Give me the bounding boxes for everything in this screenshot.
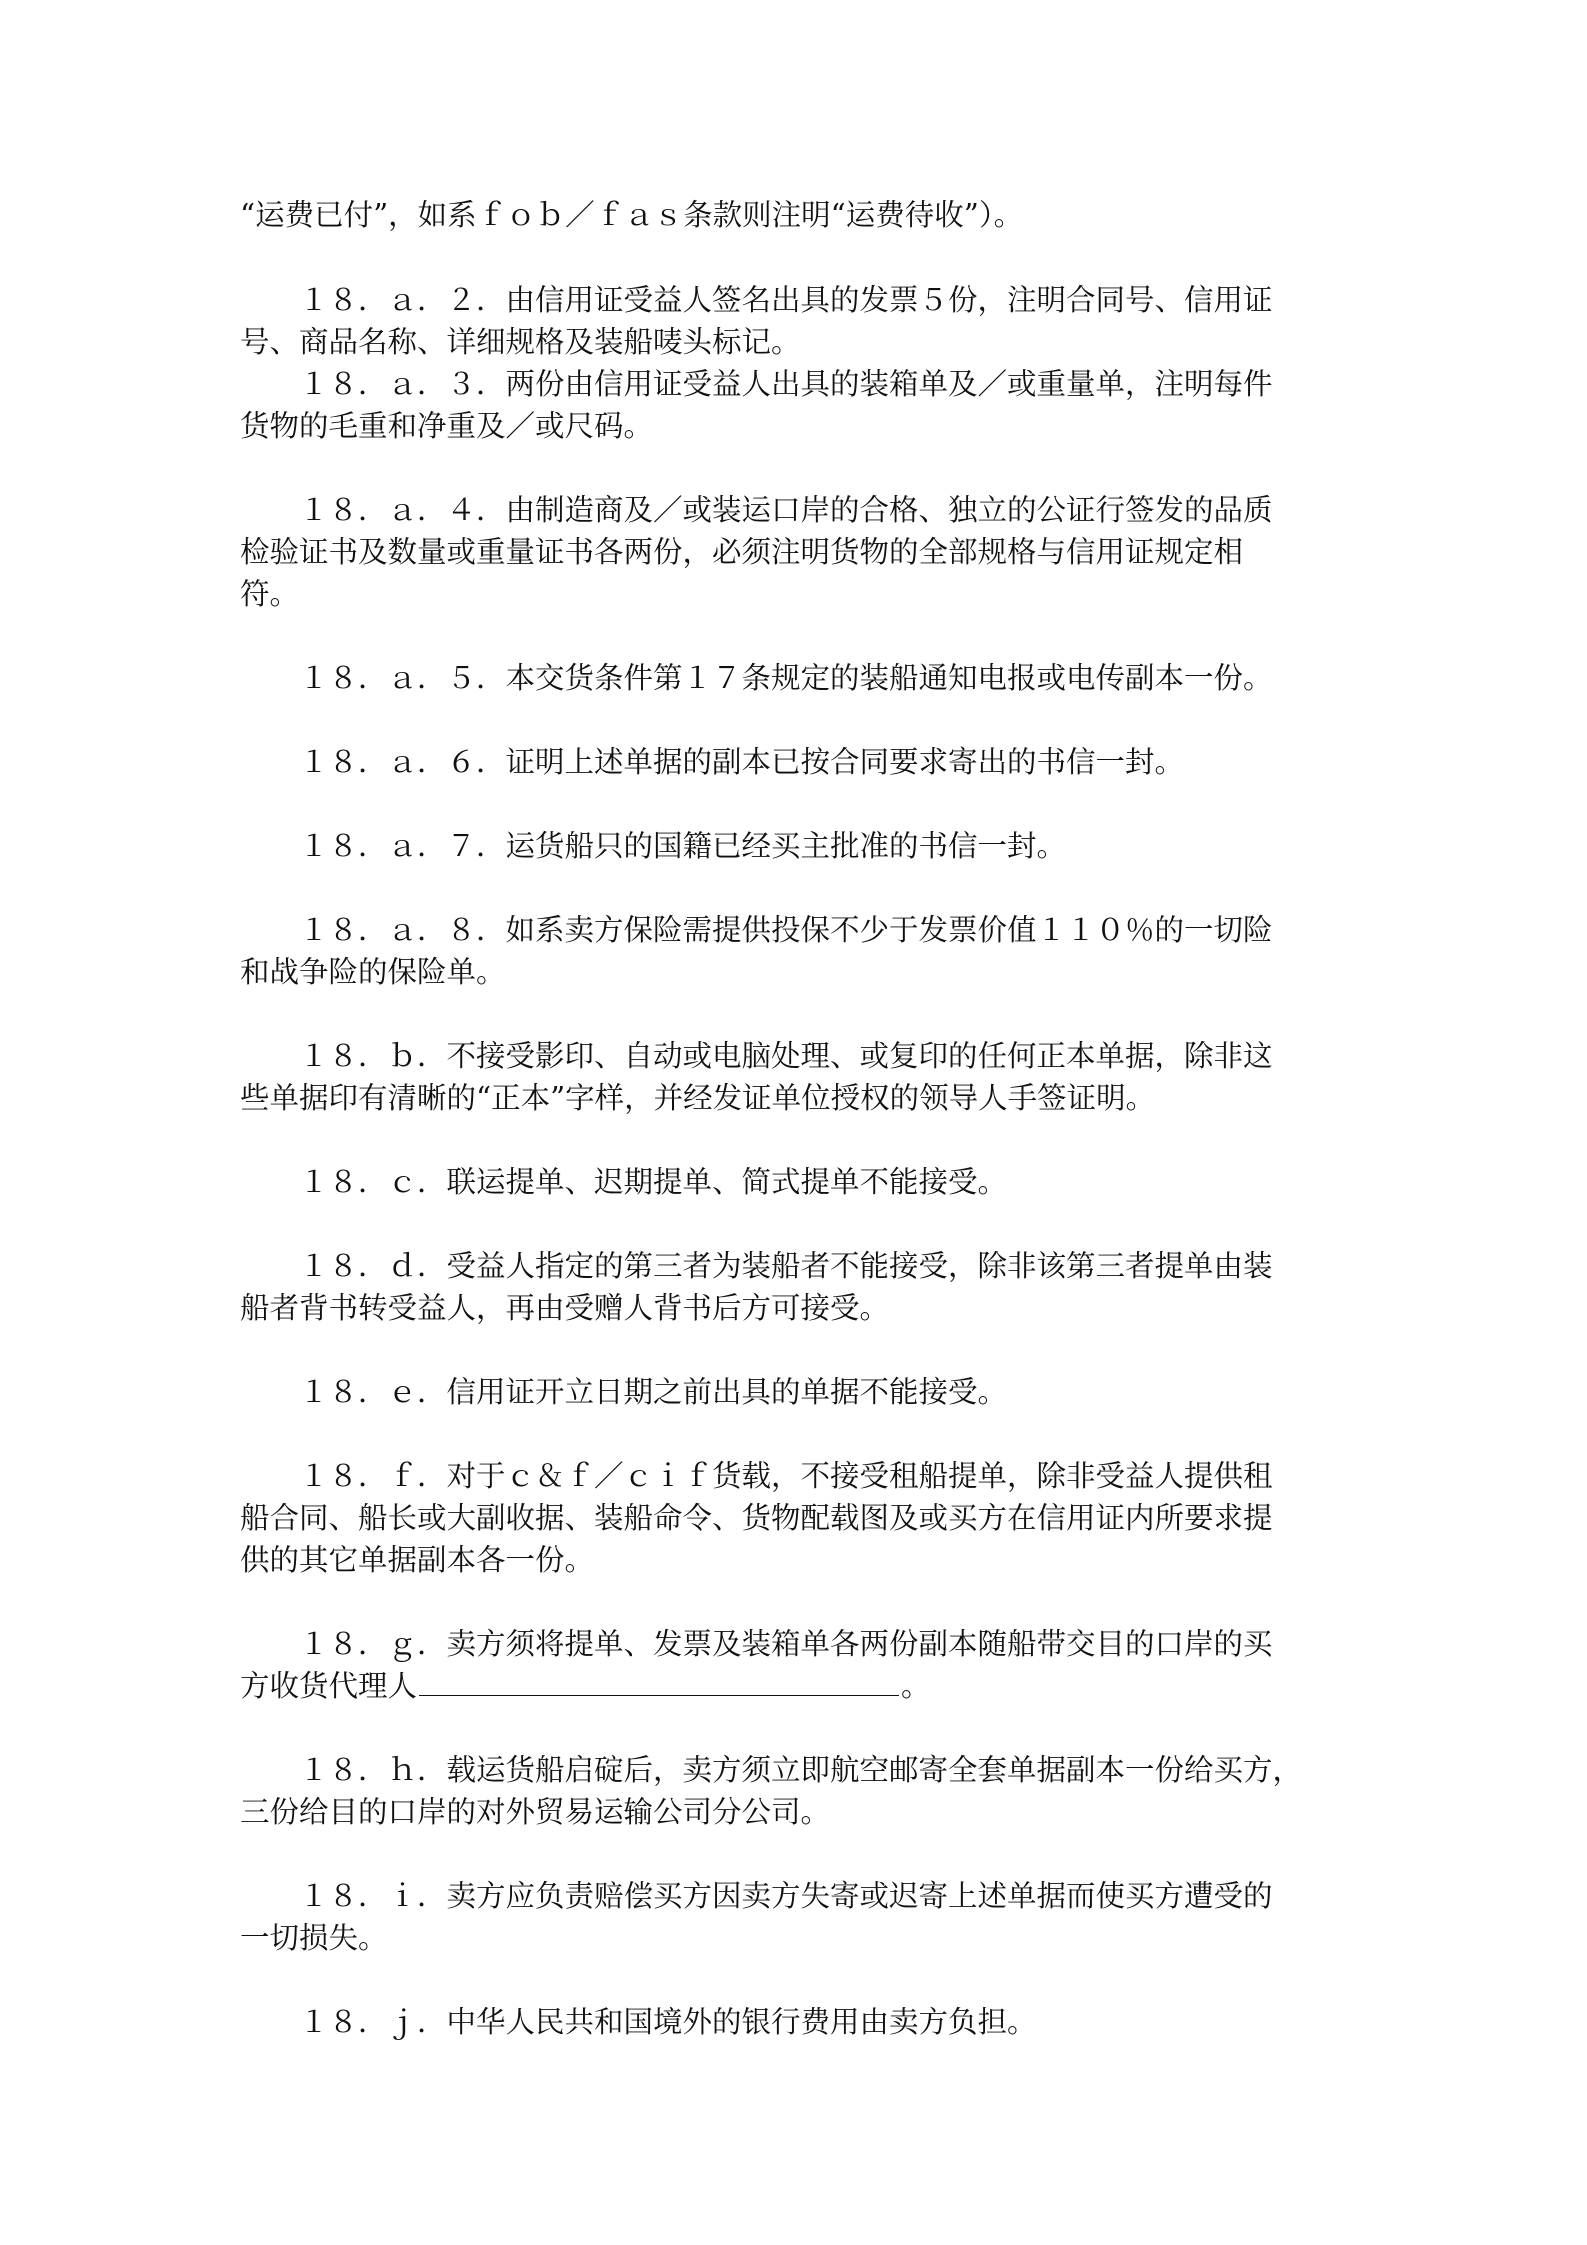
text-line: １８．ｅ．信用证开立日期之前出具的单据不能接受。 (240, 1375, 1008, 1409)
paragraph-18-h (240, 1749, 1360, 1833)
paragraph-18-i (240, 1875, 1360, 1959)
text-line: “运费已付”，如系ｆｏｂ／ｆａｓ条款则注明“运费待收”）。 (240, 198, 1024, 232)
paragraph-18-d (240, 1245, 1360, 1329)
text-line: 船者背书转受益人，再由受赠人背书后方可接受。 (240, 1291, 890, 1325)
text-line: １８．ｉ．卖方应负责赔偿买方因卖方失寄或迟寄上述单据而使买方遭受的 (240, 1879, 1273, 1913)
text-line: １８．ｆ．对于ｃ＆ｆ／ｃｉｆ货载，不接受租船提单，除非受益人提供租 (240, 1459, 1273, 1493)
blank-prefix-text: 方收货代理人 (240, 1669, 418, 1703)
paragraph-18-f (240, 1455, 1360, 1581)
text-line: １８．ｇ．卖方须将提单、发票及装箱单各两份副本随船带交目的口岸的买 (240, 1627, 1273, 1661)
text-line: 三份给目的口岸的对外贸易运输公司分公司。 (240, 1795, 831, 1829)
paragraph-18-a-3 (240, 363, 1360, 447)
paragraph-18-a-7 (240, 825, 1360, 867)
blank-suffix-text: 。 (901, 1669, 931, 1703)
text-line: １８．ａ．７．运货船只的国籍已经买主批准的书信一封。 (240, 829, 1067, 863)
paragraph-18-c (240, 1161, 1360, 1203)
text-line: １８．ｈ．载运货船启碇后，卖方须立即航空邮寄全套单据副本一份给买方， (240, 1753, 1303, 1787)
text-line: １８．ａ．６．证明上述单据的副本已按合同要求寄出的书信一封。 (240, 745, 1185, 779)
paragraph-18-a-6 (240, 741, 1360, 783)
text-line: １８．ｂ．不接受影印、自动或电脑处理、或复印的任何正本单据，除非这 (240, 1039, 1273, 1073)
text-line: 些单据印有清晰的“正本”字样，并经发证单位授权的领导人手签证明。 (240, 1081, 1156, 1115)
text-line: 货物的毛重和净重及／或尺码。 (240, 409, 654, 443)
text-line-with-blank (240, 1665, 1360, 1707)
paragraph-18-b (240, 1035, 1360, 1119)
text-line: 船合同、船长或大副收据、装船命令、货物配载图及或买方在信用证内所要求提 (240, 1501, 1273, 1535)
paragraph-18-g (240, 1623, 1360, 1707)
text-line: 供的其它单据副本各一份。 (240, 1543, 595, 1577)
paragraph-18-a-2 (240, 279, 1360, 363)
text-line: 和战争险的保险单。 (240, 955, 506, 989)
paragraph-18-a-5 (240, 657, 1360, 699)
text-line: １８．ｊ．中华人民共和国境外的银行费用由卖方负担。 (240, 2005, 1037, 2039)
text-line: １８．ａ．３．两份由信用证受益人出具的装箱单及／或重量单，注明每件 (240, 367, 1273, 401)
fill-in-blank (419, 1665, 899, 1696)
text-line: 一切损失。 (240, 1921, 388, 1955)
paragraph-18-a-8 (240, 909, 1360, 993)
paragraph-18-j (240, 2001, 1360, 2043)
text-line: １８．ｄ．受益人指定的第三者为装船者不能接受，除非该第三者提单由装 (240, 1249, 1273, 1283)
paragraph-18-a-1-continuation (240, 194, 1360, 236)
paragraph-18-a-4 (240, 489, 1360, 615)
text-line: １８．ａ．５．本交货条件第１７条规定的装船通知电报或电传副本一份。 (240, 661, 1273, 695)
text-line: １８．ｃ．联运提单、迟期提单、简式提单不能接受。 (240, 1165, 1008, 1199)
text-line: 检验证书及数量或重量证书各两份，必须注明货物的全部规格与信用证规定相 (240, 535, 1244, 569)
text-line: 符。 (240, 577, 300, 611)
text-line: １８．ａ．２．由信用证受益人签名出具的发票５份，注明合同号、信用证 (240, 283, 1273, 317)
paragraph-18-e (240, 1371, 1360, 1413)
text-line: １８．ａ．８．如系卖方保险需提供投保不少于发票价值１１０％的一切险 (240, 913, 1273, 947)
text-line: １８．ａ．４．由制造商及／或装运口岸的合格、独立的公证行签发的品质 (240, 493, 1273, 527)
text-line: 号、商品名称、详细规格及装船唛头标记。 (240, 325, 801, 359)
